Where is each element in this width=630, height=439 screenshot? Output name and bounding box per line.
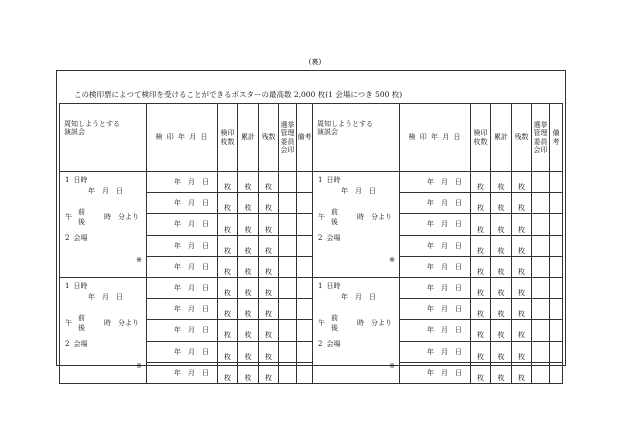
stamp-date-cell: 年 月 日 xyxy=(400,172,471,193)
stamp-count-cell: 枚 xyxy=(218,320,238,341)
stamp-count-cell: 枚 xyxy=(218,214,238,235)
page-side-label: (裏) xyxy=(308,58,322,66)
event-pm: 後 xyxy=(331,323,338,332)
stamp-date-cell: 年 月 日 xyxy=(400,256,471,277)
event-am: 前 xyxy=(78,313,85,322)
stamp-count-cell: 枚 xyxy=(218,277,238,298)
committee-seal-cell xyxy=(532,277,550,298)
header-total: 累計 xyxy=(491,104,512,172)
event-venue-label: 会場 xyxy=(73,339,88,348)
event-venue xyxy=(318,234,340,242)
event-am: 前 xyxy=(331,208,338,216)
total-cell: 枚 xyxy=(491,299,512,320)
remaining-cell: 枚 xyxy=(512,256,532,277)
event-number-1: 1 xyxy=(65,176,70,184)
committee-seal-cell xyxy=(279,277,297,298)
header-remaining: 残数 xyxy=(259,104,279,172)
event-number-2: 2 xyxy=(65,339,70,348)
stamp-count-cell: 枚 xyxy=(471,277,491,298)
stamp-count-cell: 枚 xyxy=(218,362,238,383)
event-number-1: 1 xyxy=(65,281,70,290)
stamp-date-cell: 年 月 日 xyxy=(400,277,471,298)
remarks-cell xyxy=(297,172,313,193)
remarks-cell xyxy=(550,256,563,277)
committee-seal-cell xyxy=(279,362,297,383)
total-cell: 枚 xyxy=(238,235,259,256)
stamp-date-cell: 年 月 日 xyxy=(400,214,471,235)
event-venue-label: 会場 xyxy=(326,339,341,348)
event-pm: 後 xyxy=(331,218,338,226)
event-ampm-prefix: 午 xyxy=(318,213,325,221)
header-remarks: 備考 xyxy=(297,104,313,172)
event-pm: 後 xyxy=(78,218,85,226)
stamp-count-cell: 枚 xyxy=(471,235,491,256)
stamp-count-cell: 枚 xyxy=(218,172,238,193)
header-stamp-count-line: 検印 xyxy=(220,129,235,138)
stamp-count-cell: 枚 xyxy=(471,362,491,383)
event-cell xyxy=(313,172,400,278)
header-committee-seal: 会印 xyxy=(280,145,295,154)
header-committee-chars xyxy=(279,138,296,146)
header-committee-chars xyxy=(532,129,549,137)
remarks-cell xyxy=(297,299,313,320)
committee-seal-cell xyxy=(532,172,550,193)
header-committee-chars xyxy=(532,138,549,146)
remaining-cell: 枚 xyxy=(259,341,279,362)
remarks-cell xyxy=(297,277,313,298)
event-mark: ※ xyxy=(389,361,395,370)
committee-seal-cell xyxy=(279,299,297,320)
header-committee-char: 員 xyxy=(540,137,548,146)
event-cell xyxy=(313,277,400,383)
header-stamp-date: 検 印 年 月 日 xyxy=(400,104,471,172)
stamp-date-cell: 年 月 日 xyxy=(400,193,471,214)
header-committee-seal: 会印 xyxy=(533,145,548,154)
stamp-count-cell: 枚 xyxy=(471,341,491,362)
remarks-cell xyxy=(297,341,313,362)
stamp-count-cell: 枚 xyxy=(218,235,238,256)
header-committee-char: 員 xyxy=(287,137,295,146)
remaining-cell: 枚 xyxy=(512,277,532,298)
event-cell xyxy=(60,172,147,278)
stamp-count-cell: 枚 xyxy=(471,256,491,277)
header-stamp-count xyxy=(471,104,491,172)
header-committee-char: 委 xyxy=(533,137,541,146)
stamp-date-cell: 年 月 日 xyxy=(147,362,218,383)
event-cell-content xyxy=(313,172,399,268)
remarks-cell xyxy=(550,193,563,214)
remaining-cell: 枚 xyxy=(259,277,279,298)
stamp-date-cell: 年 月 日 xyxy=(147,299,218,320)
event-time: 時 分より xyxy=(357,318,392,327)
header-committee xyxy=(279,104,297,172)
total-cell: 枚 xyxy=(238,172,259,193)
header-event-line: 周知しようとする xyxy=(317,120,373,128)
header-committee-char: 選 xyxy=(280,121,288,130)
stamp-date-cell: 年 月 日 xyxy=(400,341,471,362)
event-datetime-label: 日時 xyxy=(73,281,88,290)
total-cell: 枚 xyxy=(238,362,259,383)
remarks-cell xyxy=(297,193,313,214)
header-stamp-count-line: 枚数 xyxy=(220,137,235,146)
remaining-cell: 枚 xyxy=(259,193,279,214)
event-datetime-label: 日時 xyxy=(73,176,88,184)
header-stamp-count-line: 検印 xyxy=(473,129,488,138)
remaining-cell: 枚 xyxy=(259,172,279,193)
stamp-date-cell: 年 月 日 xyxy=(147,172,218,193)
stamp-count-cell: 枚 xyxy=(471,214,491,235)
event-cell-content xyxy=(60,278,146,374)
stamp-date-cell: 年 月 日 xyxy=(147,320,218,341)
header-event-line: 周知しようとする xyxy=(64,120,120,128)
remarks-cell xyxy=(550,235,563,256)
event-datetime-label: 日時 xyxy=(326,281,341,290)
event-date: 年 月 日 xyxy=(88,187,123,195)
stamp-count-cell: 枚 xyxy=(471,193,491,214)
total-cell: 枚 xyxy=(491,214,512,235)
total-cell: 枚 xyxy=(491,341,512,362)
total-cell: 枚 xyxy=(491,193,512,214)
remaining-cell: 枚 xyxy=(512,299,532,320)
total-cell: 枚 xyxy=(238,341,259,362)
remarks-cell xyxy=(550,341,563,362)
event-number-1: 1 xyxy=(318,176,323,184)
table-row xyxy=(60,277,563,298)
event-ampm-prefix: 午 xyxy=(318,318,325,327)
committee-seal-cell xyxy=(532,299,550,320)
event-ampm-prefix: 午 xyxy=(65,318,72,327)
total-cell: 枚 xyxy=(238,320,259,341)
total-cell: 枚 xyxy=(491,235,512,256)
event-datetime xyxy=(318,282,340,290)
committee-seal-cell xyxy=(532,193,550,214)
event-cell-content xyxy=(313,278,399,374)
event-number-2: 2 xyxy=(65,234,70,242)
event-am: 前 xyxy=(331,313,338,322)
header-committee-char: 管 xyxy=(280,129,288,138)
event-venue xyxy=(65,340,87,348)
committee-seal-cell xyxy=(532,320,550,341)
committee-seal-cell xyxy=(532,235,550,256)
event-datetime xyxy=(318,176,340,184)
total-cell: 枚 xyxy=(491,172,512,193)
stamp-date-cell: 年 月 日 xyxy=(400,299,471,320)
event-cell-content xyxy=(60,172,146,268)
event-date: 年 月 日 xyxy=(341,187,376,195)
stamp-date-cell: 年 月 日 xyxy=(147,341,218,362)
header-remarks: 備考 xyxy=(550,104,563,172)
remaining-cell: 枚 xyxy=(512,341,532,362)
remaining-cell: 枚 xyxy=(259,362,279,383)
header-committee-char: 理 xyxy=(540,129,548,138)
remaining-cell: 枚 xyxy=(259,214,279,235)
committee-seal-cell xyxy=(532,214,550,235)
remarks-cell xyxy=(297,256,313,277)
committee-seal-cell xyxy=(279,214,297,235)
committee-seal-cell xyxy=(279,172,297,193)
header-total: 累計 xyxy=(238,104,259,172)
event-ampm-prefix: 午 xyxy=(65,213,72,221)
total-cell: 枚 xyxy=(491,277,512,298)
committee-seal-cell xyxy=(532,341,550,362)
remaining-cell: 枚 xyxy=(512,362,532,383)
header-committee-chars xyxy=(279,129,296,137)
stamp-date-cell: 年 月 日 xyxy=(400,320,471,341)
header-committee-char: 挙 xyxy=(287,121,295,130)
remarks-cell xyxy=(550,277,563,298)
remaining-cell: 枚 xyxy=(512,320,532,341)
event-number-2: 2 xyxy=(318,234,323,242)
event-venue-label: 会場 xyxy=(73,234,88,242)
table-row xyxy=(60,172,563,193)
header-committee-char: 挙 xyxy=(540,121,548,130)
event-venue xyxy=(318,340,340,348)
stamp-count-cell: 枚 xyxy=(471,299,491,320)
stamp-count-cell: 枚 xyxy=(471,320,491,341)
remarks-cell xyxy=(550,214,563,235)
total-cell: 枚 xyxy=(238,299,259,320)
stamp-count-cell: 枚 xyxy=(218,341,238,362)
stamp-form-table xyxy=(59,103,563,384)
stamp-date-cell: 年 月 日 xyxy=(147,256,218,277)
stamp-count-cell: 枚 xyxy=(218,193,238,214)
header-committee-char: 管 xyxy=(533,129,541,138)
remarks-cell xyxy=(550,299,563,320)
header-stamp-count xyxy=(218,104,238,172)
event-am: 前 xyxy=(78,208,85,216)
header-event xyxy=(313,104,400,172)
committee-seal-cell xyxy=(279,320,297,341)
committee-seal-cell xyxy=(532,362,550,383)
event-number-2: 2 xyxy=(318,339,323,348)
committee-seal-cell xyxy=(279,235,297,256)
committee-seal-cell xyxy=(279,256,297,277)
event-mark: ※ xyxy=(136,256,142,264)
stamp-count-cell: 枚 xyxy=(218,299,238,320)
header-committee-char: 選 xyxy=(533,121,541,130)
stamp-date-cell: 年 月 日 xyxy=(147,277,218,298)
event-datetime-label: 日時 xyxy=(326,176,341,184)
remaining-cell: 枚 xyxy=(259,320,279,341)
event-number-1: 1 xyxy=(318,281,323,290)
remarks-cell xyxy=(550,362,563,383)
remarks-cell xyxy=(297,214,313,235)
event-datetime xyxy=(65,282,87,290)
remaining-cell: 枚 xyxy=(512,172,532,193)
event-venue xyxy=(65,234,87,242)
remarks-cell xyxy=(297,362,313,383)
remaining-cell: 枚 xyxy=(259,235,279,256)
event-time: 時 分より xyxy=(104,318,139,327)
total-cell: 枚 xyxy=(491,320,512,341)
header-remaining: 残数 xyxy=(512,104,532,172)
header-stamp-count-line: 枚数 xyxy=(473,137,488,146)
total-cell: 枚 xyxy=(238,193,259,214)
remaining-cell: 枚 xyxy=(259,256,279,277)
event-cell xyxy=(60,277,147,383)
remarks-cell xyxy=(297,235,313,256)
event-venue-label: 会場 xyxy=(326,234,341,242)
total-cell: 枚 xyxy=(238,277,259,298)
event-mark: ※ xyxy=(389,256,395,264)
header-committee xyxy=(532,104,550,172)
header-committee-char: 理 xyxy=(287,129,295,138)
event-date: 年 月 日 xyxy=(341,292,376,301)
remaining-cell: 枚 xyxy=(259,299,279,320)
event-mark: ※ xyxy=(136,361,142,370)
header-event xyxy=(60,104,147,172)
remaining-cell: 枚 xyxy=(512,214,532,235)
total-cell: 枚 xyxy=(491,362,512,383)
total-cell: 枚 xyxy=(238,214,259,235)
committee-seal-cell xyxy=(532,256,550,277)
committee-seal-cell xyxy=(279,193,297,214)
total-cell: 枚 xyxy=(491,256,512,277)
event-time: 時 分より xyxy=(104,213,139,221)
stamp-date-cell: 年 月 日 xyxy=(147,214,218,235)
max-poster-note: この検印票によつて検印を受けることができるポスターの最高数 2,000 枚(1 会場につき 500 枚) xyxy=(74,90,403,99)
event-pm: 後 xyxy=(78,323,85,332)
total-cell: 枚 xyxy=(238,256,259,277)
stamp-date-cell: 年 月 日 xyxy=(400,362,471,383)
stamp-date-cell: 年 月 日 xyxy=(147,193,218,214)
header-event-line: 演説会 xyxy=(64,128,85,137)
header-event-line: 演説会 xyxy=(317,128,338,137)
stamp-date-cell: 年 月 日 xyxy=(147,235,218,256)
stamp-count-cell: 枚 xyxy=(218,256,238,277)
header-stamp-date: 検 印 年 月 日 xyxy=(147,104,218,172)
committee-seal-cell xyxy=(279,341,297,362)
event-datetime xyxy=(65,176,87,184)
header-committee-char: 委 xyxy=(280,137,288,146)
stamp-count-cell: 枚 xyxy=(471,172,491,193)
event-date: 年 月 日 xyxy=(88,292,123,301)
remarks-cell xyxy=(550,320,563,341)
remarks-cell xyxy=(297,320,313,341)
event-time: 時 分より xyxy=(357,213,392,221)
remaining-cell: 枚 xyxy=(512,193,532,214)
remarks-cell xyxy=(550,172,563,193)
stamp-date-cell: 年 月 日 xyxy=(400,235,471,256)
remaining-cell: 枚 xyxy=(512,235,532,256)
